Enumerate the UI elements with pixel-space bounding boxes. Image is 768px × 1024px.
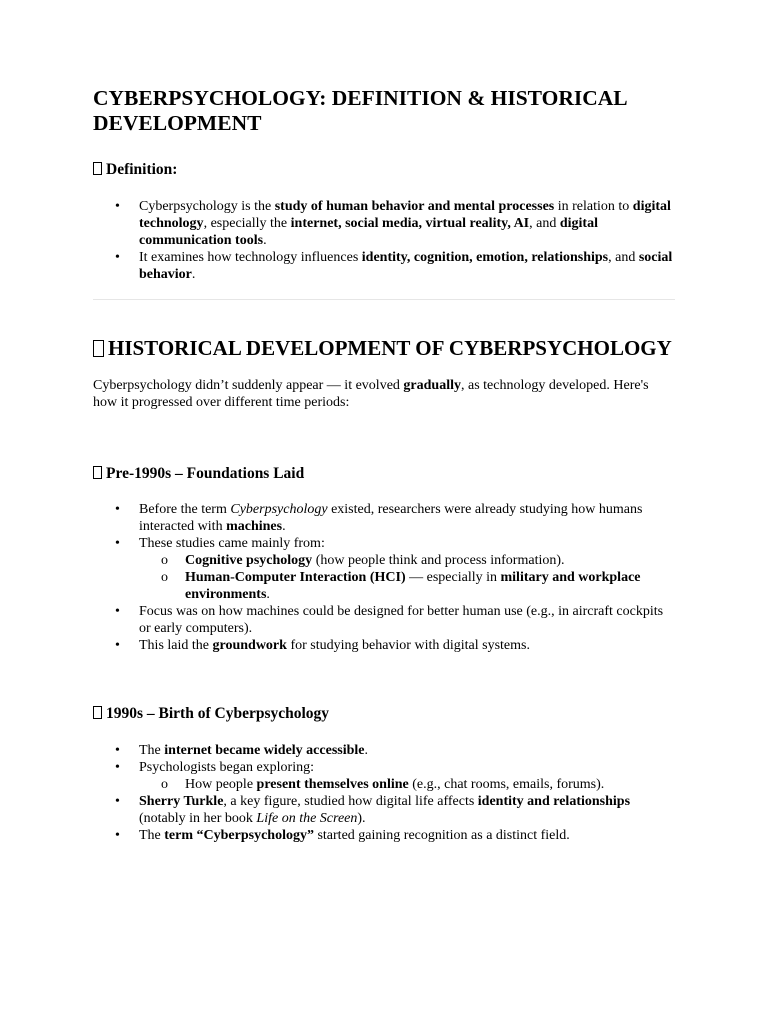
sub-list-item: o How people present themselves online (e.g., chat rooms, emails, forums). — [139, 776, 675, 793]
placeholder-box-icon — [93, 466, 102, 479]
pre-1990s-heading: Pre-1990s – Foundations Laid — [93, 464, 675, 484]
history-heading: HISTORICAL DEVELOPMENT OF CYBERPSYCHOLOGY — [93, 336, 675, 361]
placeholder-box-icon — [93, 340, 104, 357]
sub-list-item: o Human-Computer Interaction (HCI) — especially in military and workplace environments. — [139, 569, 675, 603]
list-item: • These studies came mainly from: o Cognitive psychology (how people think and process information). o Human-Computer Interaction (HCI) — especially in military and workplace environments. — [93, 535, 675, 603]
document-page — [93, 86, 675, 844]
pre-1990s-list — [93, 501, 675, 654]
document-title: CYBERPSYCHOLOGY: DEFINITION & HISTORICAL DEVELOPMENT — [93, 86, 627, 135]
list-item: • The term “Cyberpsychology” started gaining recognition as a distinct field. — [93, 827, 675, 844]
list-item: • Sherry Turkle, a key figure, studied how digital life affects identity and relationships (notably in her book Life on the Screen). — [93, 793, 675, 827]
definition-list — [93, 198, 675, 283]
definition-heading: Definition: — [93, 160, 675, 180]
list-item: • Focus was on how machines could be designed for better human use (e.g., in aircraft cockpits or early computers). — [93, 603, 675, 637]
placeholder-box-icon — [93, 706, 102, 719]
list-item: • Psychologists began exploring: o How people present themselves online (e.g., chat rooms, emails, forums). — [93, 759, 675, 793]
list-item: • Before the term Cyberpsychology existed, researchers were already studying how humans interacted with machines. — [93, 501, 675, 535]
sub-list — [139, 552, 675, 603]
sub-list-item: o Cognitive psychology (how people think and process information). — [139, 552, 675, 569]
placeholder-box-icon — [93, 162, 102, 175]
sub-list — [139, 776, 675, 793]
list-item: • Cyberpsychology is the study of human behavior and mental processes in relation to digital technology, especially the internet, social media, virtual reality, AI, and digital communication tools. — [93, 198, 675, 249]
1990s-list — [93, 742, 675, 844]
list-item: • The internet became widely accessible. — [93, 742, 675, 759]
list-item: • It examines how technology influences identity, cognition, emotion, relationships, and social behavior. — [93, 249, 675, 283]
history-intro: Cyberpsychology didn’t suddenly appear — it evolved gradually, as technology developed. Here's how it progressed over different time periods: — [93, 378, 649, 410]
horizontal-divider — [93, 299, 675, 300]
1990s-heading: 1990s – Birth of Cyberpsychology — [93, 704, 675, 724]
list-item: • This laid the groundwork for studying behavior with digital systems. — [93, 637, 675, 654]
